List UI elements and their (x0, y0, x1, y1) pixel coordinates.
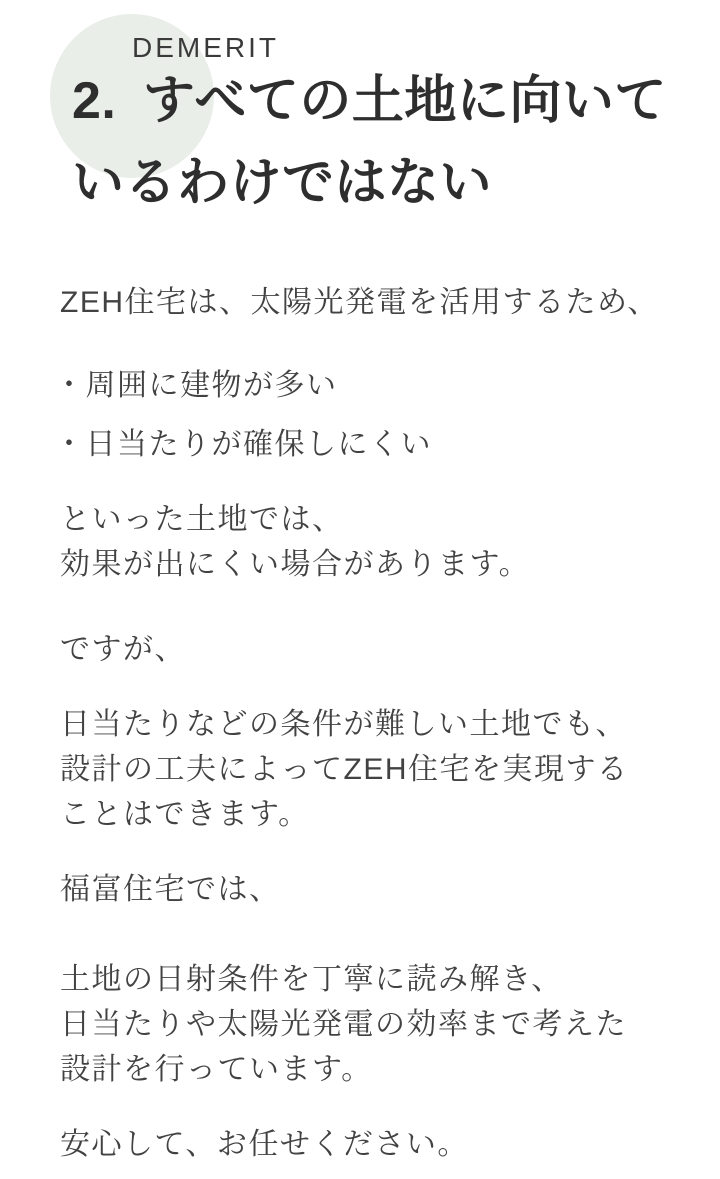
page-heading (72, 60, 700, 224)
body-line: 日当たりや太陽光発電の効率まで考えた (60, 1008, 627, 1041)
body-line: ことはできます。 (60, 798, 310, 831)
bullet-item-surrounding-buildings (54, 363, 700, 408)
bullet-item-sunlight-hard-to-secure (54, 422, 700, 467)
paragraph-intro (60, 280, 700, 325)
body-line: ですが、 (60, 633, 186, 666)
body-line: ・周囲に建物が多い (54, 369, 338, 402)
heading-line-1: 2. すべての土地に向いて (72, 72, 667, 130)
body-line: といった土地では、 (60, 503, 344, 536)
body-line: 安心して、お任せください。 (60, 1128, 469, 1161)
paragraph-however (60, 627, 700, 672)
body-line: 設計の工夫によってZEH住宅を実現する (60, 753, 629, 786)
body-line: 設計を行っています。 (60, 1053, 373, 1086)
body-line: ZEH住宅は、太陽光発電を活用するため、 (60, 286, 659, 319)
paragraph-company-approach (60, 957, 700, 1092)
paragraph-design-solution (60, 702, 700, 837)
paragraph-such-land-effect (60, 497, 700, 587)
paragraph-company-name (60, 867, 700, 912)
eyebrow-label: DEMERIT (132, 32, 279, 63)
body-line: 効果が出にくい場合があります。 (60, 548, 531, 581)
hero-section (0, 0, 720, 224)
body-line: ・日当たりが確保しにくい (54, 428, 432, 461)
body-line: 土地の日射条件を丁寧に読み解き、 (60, 963, 563, 996)
article-body (0, 280, 720, 1167)
body-line: 福富住宅では、 (60, 873, 281, 906)
heading-line-2: いるわけではない (72, 154, 493, 212)
paragraph-closing (60, 1122, 700, 1167)
body-line: 日当たりなどの条件が難しい土地でも、 (60, 708, 627, 741)
